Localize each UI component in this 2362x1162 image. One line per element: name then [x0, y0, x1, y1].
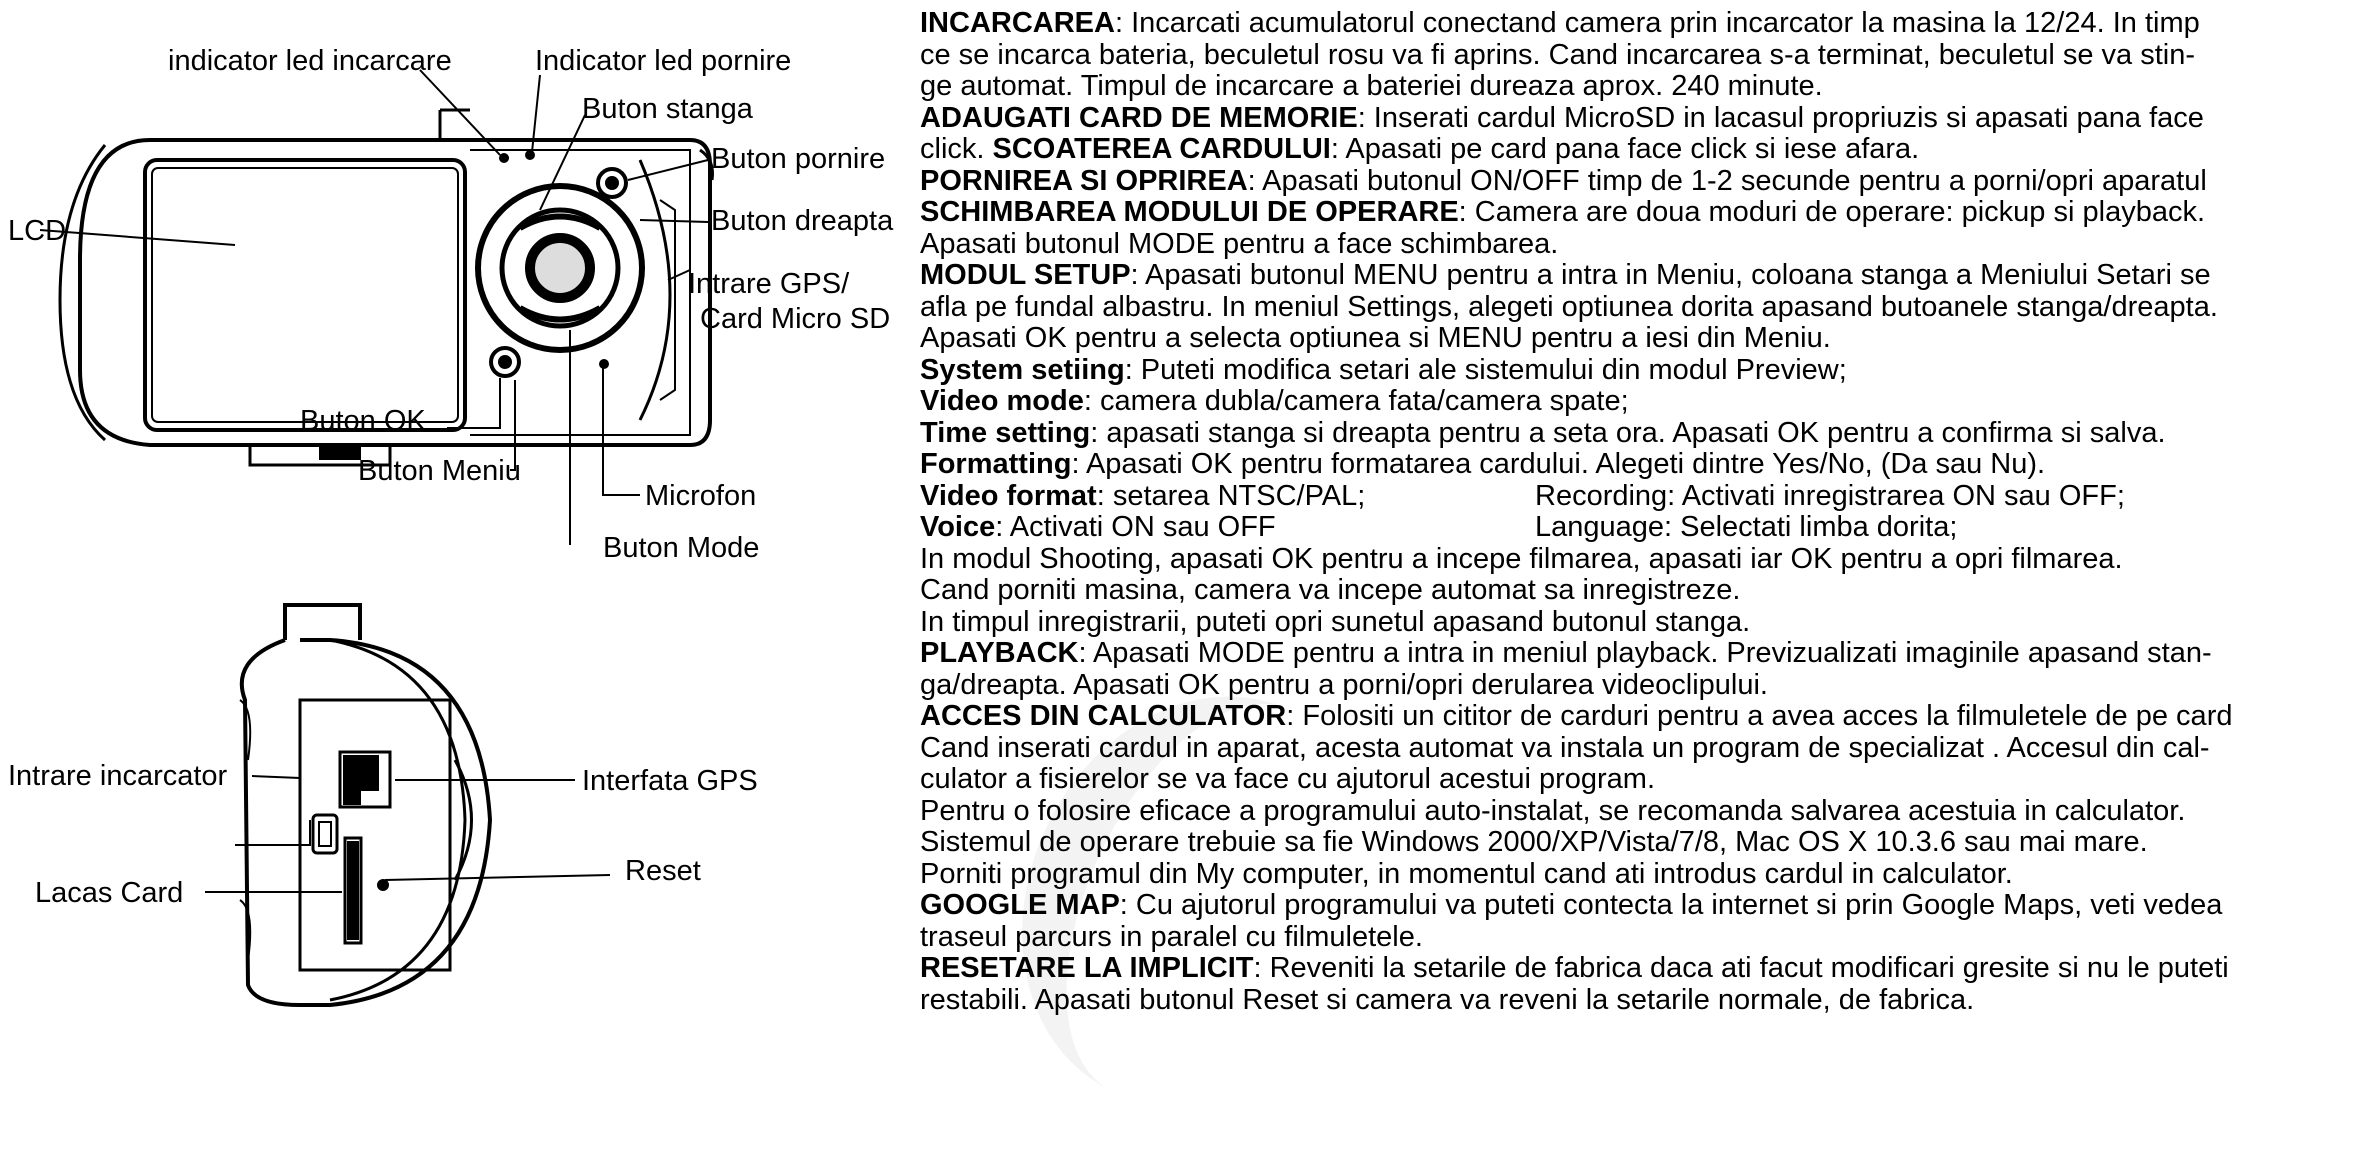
- text-line: Cand inserati cardul in aparat, acesta automat va instala un program de specializat . Accesul din cal-: [920, 731, 2210, 764]
- label-card-slot: Lacas Card: [35, 877, 184, 909]
- label-lcd: LCD: [8, 215, 67, 247]
- text-line: Apasati OK pentru a selecta optiunea si MENU pentru a iesi din Meniu.: [920, 322, 1831, 354]
- text-line: Apasati butonul MODE pentru a face schimbarea.: [920, 227, 1559, 260]
- label-gps-in-1: Intrare GPS/: [688, 268, 850, 300]
- text-line: Sistemul de operare trebuie sa fie Windows 2000/XP/Vista/7/8, Mac OS X 10.3.6 sau mai mare.: [920, 826, 2148, 858]
- text-line: Time setting: apasati stanga si dreapta pentru a seta ora. Apasati OK pentru a confirma si salva.: [920, 416, 2166, 449]
- text-line: System setiing: Puteti modifica setari ale sistemului din modul Preview;: [920, 353, 1847, 386]
- text-line: ga/dreapta. Apasati OK pentru a porni/opri derularea videoclipului.: [920, 668, 1768, 701]
- text-line: ce se incarca bateria, beculetul rosu va fi aprins. Cand incarcarea s-a terminat, beculetul se va stin-: [920, 38, 2196, 71]
- text-line: Video format: setarea NTSC/PAL; Recording: Activati inregistrarea ON sau OFF;: [920, 479, 2125, 512]
- label-btn-left: Buton stanga: [582, 93, 753, 125]
- text-line: culator a fisierelor se va face cu ajutorul acestui program.: [920, 763, 1656, 795]
- text-line: Formatting: Apasati OK pentru formatarea cardului. Alegeti dintre Yes/No, (Da sau Nu).: [920, 448, 2046, 480]
- text-line: In modul Shooting, apasati OK pentru a incepe filmarea, apasati iar OK pentru a opri filmarea.: [920, 542, 2123, 575]
- text-line: MODUL SETUP: Apasati butonul MENU pentru a intra in Meniu, coloana stanga a Meniului Setari se: [920, 259, 2211, 291]
- label-btn-ok: Buton OK: [300, 405, 426, 437]
- label-btn-menu: Buton Meniu: [358, 455, 521, 487]
- text-line: PORNIREA SI OPRIREA: Apasati butonul ON/OFF timp de 1-2 secunde pentru a porni/opri aparatul: [920, 164, 2207, 197]
- text-line: Porniti programul din My computer, in momentul cand ati introdus cardul in calculator.: [920, 857, 2013, 890]
- text-line: Pentru o folosire eficace a programului auto-instalat, se recomanda salvarea acestuia in calculator.: [920, 794, 2186, 827]
- text-line: ge automat. Timpul de incarcare a bateriei dureaza aprox. 240 minute.: [920, 70, 1823, 102]
- text-line: traseul parcurs in paralel cu filmuletele.: [920, 920, 1423, 953]
- text-line: restabili. Apasati butonul Reset si camera va reveni la setarile normale, de fabrica.: [920, 983, 1975, 1016]
- text-line: RESETARE LA IMPLICIT: Reveniti la setarile de fabrica daca ati facut modificari gresite si nu le puteti: [920, 952, 2229, 984]
- text-line: ACCES DIN CALCULATOR: Folositi un cititor de carduri pentru a avea acces la filmuletele de pe card: [920, 700, 2233, 732]
- text-line: Video mode: camera dubla/camera fata/camera spate;: [920, 385, 1629, 417]
- label-led-charge: indicator led incarcare: [168, 45, 452, 77]
- instructions-text: [920, 8, 2360, 1058]
- label-btn-right: Buton dreapta: [711, 205, 894, 237]
- text-line: PLAYBACK: Apasati MODE pentru a intra in meniul playback. Previzualizati imaginile apasand stan-: [920, 637, 2212, 669]
- camera-side-view: [240, 605, 490, 1005]
- text-line: In timpul inregistrarii, puteti opri sunetul apasand butonul stanga.: [920, 605, 1751, 638]
- text-line: SCHIMBAREA MODULUI DE OPERARE: Camera are doua moduri de operare: pickup si playback.: [920, 196, 2206, 228]
- text-line: Voice: Activati ON sau OFF Language: Selectati limba dorita;: [920, 511, 1958, 543]
- text-line: INCARCAREA: Incarcati acumulatorul conectand camera prin incarcator la masina la 12/24. In timp: [920, 8, 2200, 39]
- label-gps-iface: Interfata GPS: [582, 765, 758, 797]
- text-line: click. SCOATEREA CARDULUI: Apasati pe card pana face click si iese afara.: [920, 133, 1920, 165]
- label-btn-power: Buton pornire: [711, 143, 886, 175]
- text-line: GOOGLE MAP: Cu ajutorul programului va puteti contecta la internet si prin Google Maps, veti vedea: [920, 889, 2223, 921]
- text-line: afla pe fundal albastru. In meniul Settings, alegeti optiunea dorita apasand butoanele stanga/dreapta.: [920, 290, 2218, 323]
- label-mic: Microfon: [645, 480, 757, 512]
- label-led-power: Indicator led pornire: [535, 45, 792, 77]
- text-line: ADAUGATI CARD DE MEMORIE: Inserati cardul MicroSD in lacasul propriuzis si apasati pana face: [920, 101, 2204, 134]
- device-diagram: [0, 0, 920, 1063]
- label-gps-in-2: Card Micro SD: [700, 303, 891, 335]
- label-charger-in: Intrare incarcator: [8, 760, 228, 792]
- text-line: Cand porniti masina, camera va incepe automat sa inregistreze.: [920, 574, 1741, 606]
- label-btn-mode: Buton Mode: [603, 532, 760, 564]
- label-reset: Reset: [625, 855, 701, 887]
